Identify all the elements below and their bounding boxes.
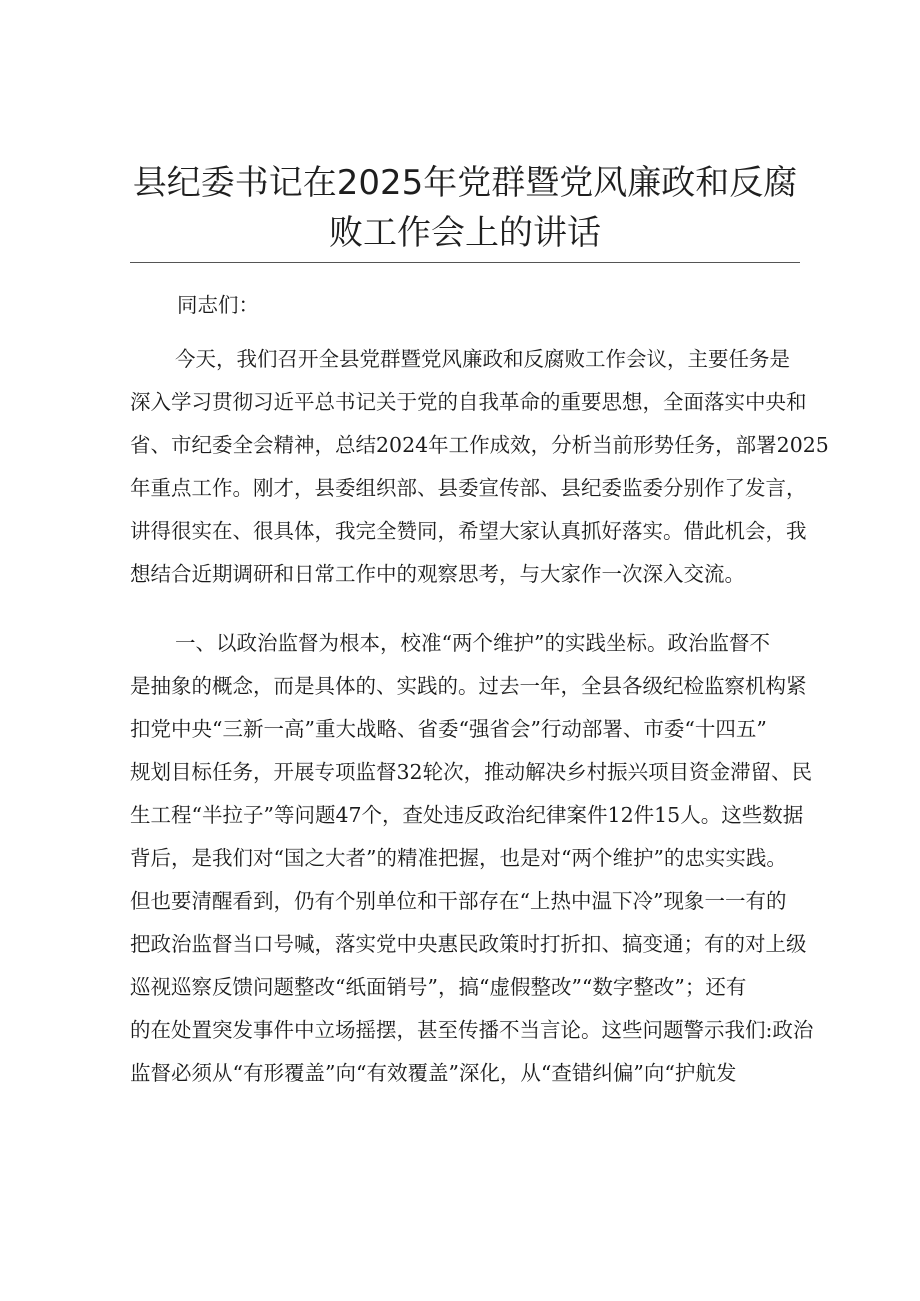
paragraph-line: 今天，我们召开全县党群暨党风廉政和反腐败工作会议，主要任务是 (175, 347, 790, 371)
paragraph-line: 背后，是我们对“国之大者”的精准把握，也是对“两个维护”的忠实实践。 (130, 846, 787, 870)
paragraph-line: 省、市纪委全会精神，总结2024年工作成效，分析当前形势任务，部署2025 (130, 433, 829, 457)
paragraph-line: 但也要清醒看到，仍有个别单位和干部存在“上热中温下冷”现象一一有的 (130, 889, 787, 913)
paragraph-line: 深入学习贯彻习近平总书记关于党的自我革命的重要思想，全面落实中央和 (130, 390, 807, 414)
paragraph-line: 监督必须从“有形覆盖”向“有效覆盖”深化，从“查错纠偏”向“护航发 (130, 1061, 737, 1085)
paragraph-line: 讲得很实在、很具体，我完全赞同，希望大家认真抓好落实。借此机会，我 (130, 519, 807, 543)
title-line-2: 败工作会上的讲话 (329, 213, 601, 253)
paragraph-1 (130, 338, 829, 596)
paragraph-2 (130, 622, 814, 1095)
paragraph-line: 生工程“半拉子”等问题47个，查处违反政治纪律案件12件15人。这些数据 (130, 803, 804, 827)
title-line-1: 县纪委书记在2025年党群暨党风廉政和反腐 (132, 163, 798, 203)
paragraph-line: 是抽象的概念，而是具体的、实践的。过去一年，全县各级纪检监察机构紧 (130, 674, 807, 698)
paragraph-line: 一、以政治监督为根本，校准“两个维护”的实践坐标。政治监督不 (175, 631, 770, 655)
salutation: 同志们： (177, 293, 259, 317)
paragraph-line: 扣党中央“三新一高”重大战略、省委“强省会”行动部署、市委“十四五” (130, 717, 767, 741)
paragraph-line: 想结合近期调研和日常工作中的观察思考，与大家作一次深入交流。 (130, 562, 745, 586)
paragraph-line: 的在处置突发事件中立场摇摆，甚至传播不当言论。这些问题警示我们:政治 (130, 1018, 814, 1042)
paragraph-line: 把政治监督当口号喊，落实党中央惠民政策时打折扣、搞变通；有的对上级 (130, 932, 807, 956)
paragraph-line: 年重点工作。刚才，县委组织部、县委宣传部、县纪委监委分别作了发言， (130, 476, 807, 500)
paragraph-line: 规划目标任务，开展专项监督32轮次，推动解决乡村振兴项目资金滞留、民 (130, 760, 813, 784)
document-title (130, 158, 800, 263)
paragraph-line: 巡视巡察反馈问题整改“纸面销号”，搞“虚假整改”“数字整改”；还有 (130, 975, 747, 999)
